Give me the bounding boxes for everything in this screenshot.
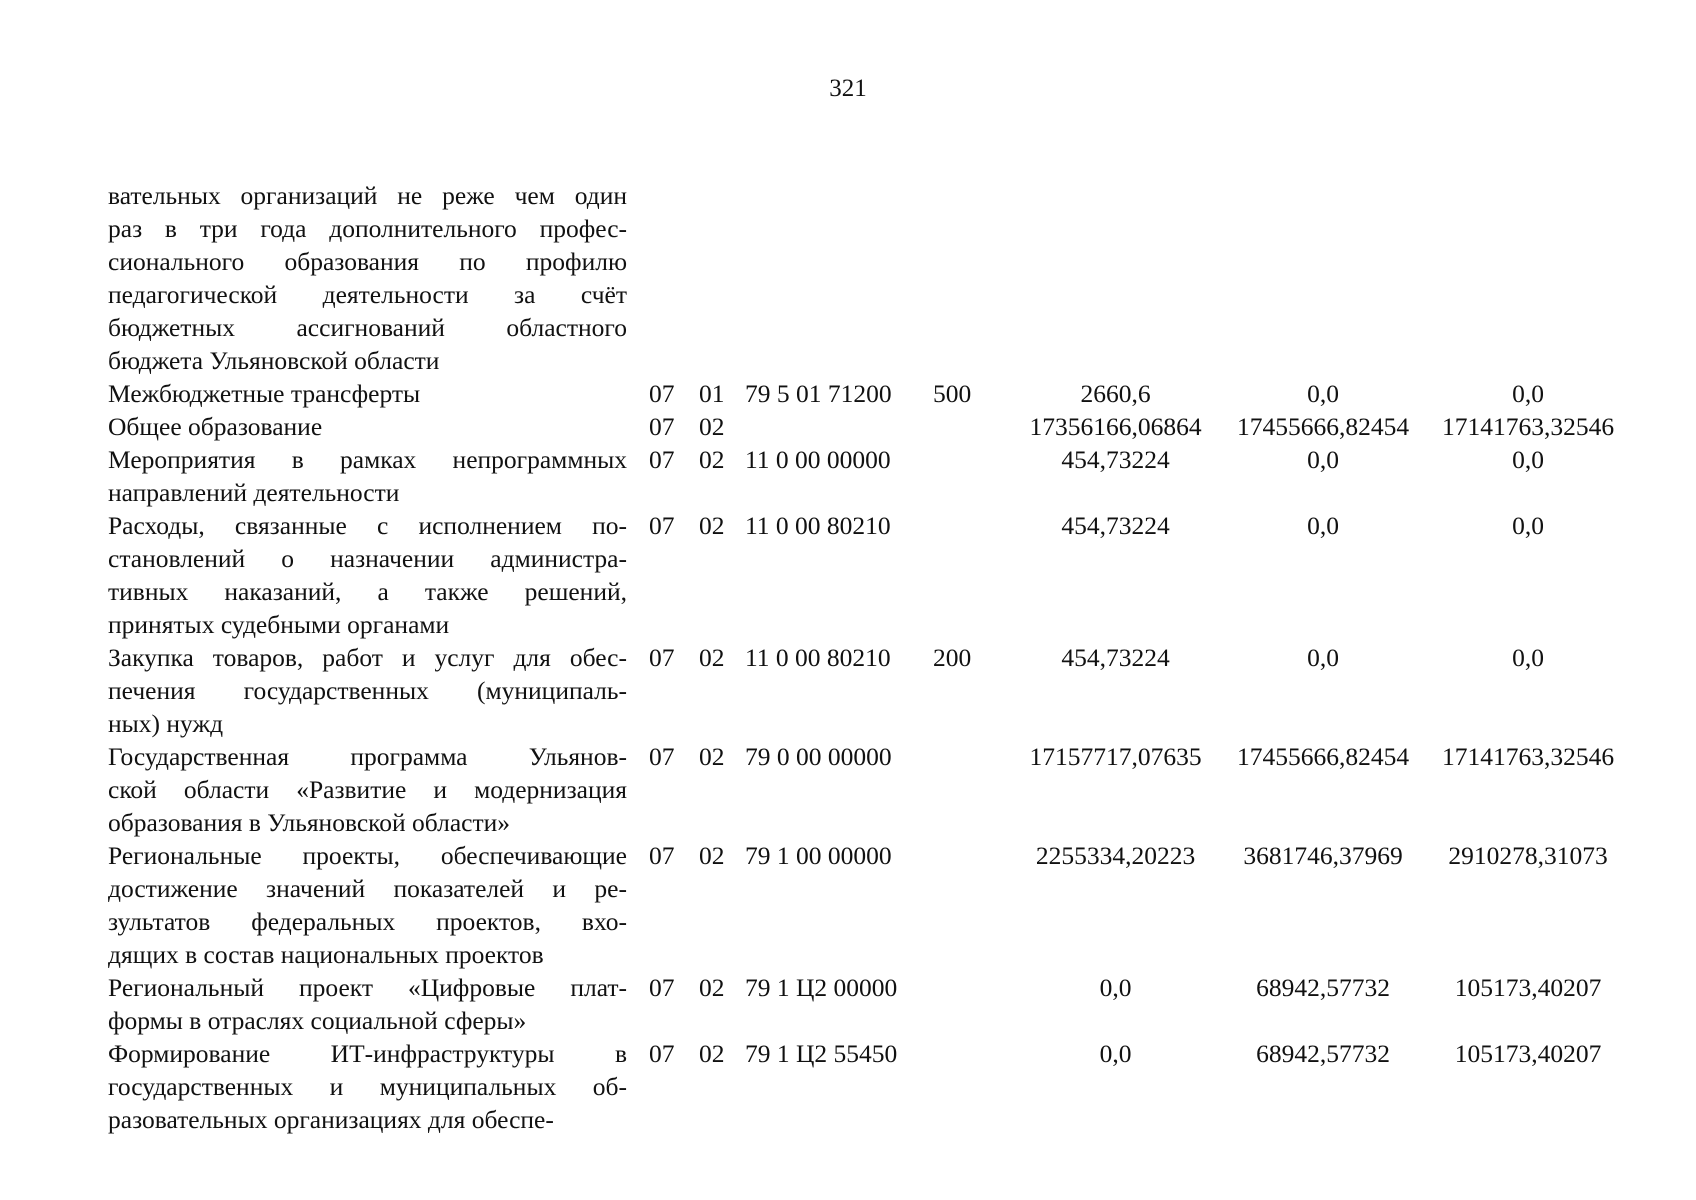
expense-type-code (933, 509, 1013, 641)
section-code: 07 (649, 379, 675, 408)
amount-year-3: 0,0 (1512, 379, 1544, 408)
subsection-code: 02 (699, 445, 725, 474)
row-name-line: Расходы, связанные с исполнением по- (108, 511, 627, 540)
table-row (108, 641, 1628, 740)
target-article-code (745, 179, 933, 377)
subsection-code: 02 (699, 742, 725, 771)
amount-year-3: 0,0 (1512, 445, 1544, 474)
target-article-code: 79 1 00 00000 (745, 841, 892, 870)
amount-year-2: 3681746,37969 (1243, 841, 1403, 870)
row-name-line: разовательных организациях для обеспе- (108, 1105, 554, 1134)
table-row (108, 509, 1628, 641)
table-row (108, 740, 1628, 839)
row-name-line: бюджетных ассигнований областного (108, 313, 627, 342)
amount-year-2 (1218, 179, 1428, 377)
row-name-line: печения государственных (муниципаль- (108, 676, 627, 705)
row-name (108, 179, 627, 377)
target-article-code (745, 410, 933, 443)
amount-year-2: 0,0 (1307, 511, 1339, 540)
section-code: 07 (649, 643, 675, 672)
expense-type-code: 500 (933, 379, 972, 408)
table-row (108, 410, 1628, 443)
row-name-line: ской области «Развитие и модернизация (108, 775, 627, 804)
amount-year-1: 454,73224 (1061, 643, 1170, 672)
amount-year-1: 2660,6 (1080, 379, 1151, 408)
amount-year-2: 0,0 (1307, 445, 1339, 474)
expense-type-code (933, 410, 1013, 443)
amount-year-3 (1428, 179, 1628, 377)
row-name-line: принятых судебными органами (108, 610, 450, 639)
subsection-code: 01 (699, 379, 725, 408)
expense-type-code (933, 971, 1013, 1037)
row-name-line: зультатов федеральных проектов, вхо- (108, 907, 627, 936)
amount-year-1: 17157717,07635 (1029, 742, 1202, 771)
row-name-line: направлений деятельности (108, 478, 400, 507)
row-name-line: достижение значений показателей и ре- (108, 874, 627, 903)
row-name-line: Региональный проект «Цифровые плат- (108, 973, 627, 1002)
row-name-line: дящих в состав национальных проектов (108, 940, 544, 969)
section-code: 07 (649, 1039, 675, 1068)
budget-table (108, 179, 1628, 1136)
subsection-code: 02 (699, 412, 725, 441)
row-name-line: государственных и муниципальных об- (108, 1072, 627, 1101)
expense-type-code: 200 (933, 643, 972, 672)
row-name-line: раз в три года дополнительного профес- (108, 214, 627, 243)
section-code (627, 179, 699, 377)
subsection-code: 02 (699, 511, 725, 540)
amount-year-3: 105173,40207 (1454, 1039, 1602, 1068)
subsection-code (699, 179, 745, 377)
row-name (108, 839, 627, 971)
row-name-line: становлений о назначении администра- (108, 544, 627, 573)
row-name-line: формы в отраслях социальной сферы» (108, 1006, 527, 1035)
amount-year-2: 68942,57732 (1256, 1039, 1390, 1068)
section-code: 07 (649, 412, 675, 441)
table-row (108, 179, 1628, 377)
row-name (108, 443, 627, 509)
section-code: 07 (649, 445, 675, 474)
section-code: 07 (649, 742, 675, 771)
amount-year-2: 17455666,82454 (1236, 742, 1410, 771)
table-row (108, 1037, 1628, 1136)
target-article-code: 79 5 01 71200 (745, 379, 892, 408)
row-name-line: Межбюджетные трансферты (108, 379, 421, 408)
subsection-code: 02 (699, 973, 725, 1002)
target-article-code: 79 0 00 00000 (745, 742, 892, 771)
row-name-line: тивных наказаний, а также решений, (108, 577, 627, 606)
row-name (108, 509, 627, 641)
row-name-line: Закупка товаров, работ и услуг для обес- (108, 643, 627, 672)
amount-year-1: 17356166,06864 (1029, 412, 1202, 441)
amount-year-3: 105173,40207 (1454, 973, 1602, 1002)
row-name-line: вательных организаций не реже чем один (108, 181, 627, 210)
subsection-code: 02 (699, 1039, 725, 1068)
amount-year-2: 17455666,82454 (1236, 412, 1410, 441)
row-name-line: Региональные проекты, обеспечивающие (108, 841, 627, 870)
expense-type-code (933, 839, 1013, 971)
row-name-line: сионального образования по профилю (108, 247, 627, 276)
target-article-code: 11 0 00 80210 (745, 511, 891, 540)
expense-type-code (933, 443, 1013, 509)
amount-year-2: 0,0 (1307, 379, 1339, 408)
row-name (108, 740, 627, 839)
page-number: 321 (829, 75, 867, 102)
table-row (108, 971, 1628, 1037)
row-name-line: педагогической деятельности за счёт (108, 280, 627, 309)
row-name (108, 377, 627, 410)
row-name (108, 410, 627, 443)
expense-type-code (933, 740, 1013, 839)
table-row (108, 839, 1628, 971)
row-name (108, 641, 627, 740)
row-name-line: Государственная программа Ульянов- (108, 742, 627, 771)
subsection-code: 02 (699, 643, 725, 672)
section-code: 07 (649, 973, 675, 1002)
row-name (108, 971, 627, 1037)
target-article-code: 79 1 Ц2 00000 (745, 973, 898, 1002)
amount-year-3: 17141763,32546 (1441, 742, 1615, 771)
table-row (108, 377, 1628, 410)
target-article-code: 79 1 Ц2 55450 (745, 1039, 898, 1068)
amount-year-3: 0,0 (1512, 511, 1544, 540)
row-name (108, 1037, 627, 1136)
amount-year-1: 0,0 (1099, 1039, 1132, 1068)
amount-year-2: 68942,57732 (1256, 973, 1390, 1002)
row-name-line: бюджета Ульяновской области (108, 346, 440, 375)
amount-year-1: 454,73224 (1061, 445, 1170, 474)
row-name-line: Формирование ИТ-инфраструктуры в (108, 1039, 627, 1068)
amount-year-3: 2910278,31073 (1448, 841, 1608, 870)
expense-type-code (933, 179, 1013, 377)
section-code: 07 (649, 841, 675, 870)
row-name-line: ных) нужд (108, 709, 224, 738)
target-article-code: 11 0 00 80210 (745, 643, 891, 672)
amount-year-2: 0,0 (1307, 643, 1339, 672)
section-code: 07 (649, 511, 675, 540)
subsection-code: 02 (699, 841, 725, 870)
row-name-line: образования в Ульяновской области» (108, 808, 511, 837)
row-name-line: Мероприятия в рамках непрограммных (108, 445, 627, 474)
amount-year-1: 454,73224 (1061, 511, 1170, 540)
amount-year-3: 17141763,32546 (1441, 412, 1615, 441)
amount-year-3: 0,0 (1512, 643, 1544, 672)
amount-year-1: 2255334,20223 (1035, 841, 1196, 870)
target-article-code: 11 0 00 00000 (745, 445, 891, 474)
row-name-line: Общее образование (108, 412, 323, 441)
expense-type-code (933, 1037, 1013, 1136)
amount-year-1 (1013, 179, 1218, 377)
amount-year-1: 0,0 (1099, 973, 1132, 1002)
table-row (108, 443, 1628, 509)
